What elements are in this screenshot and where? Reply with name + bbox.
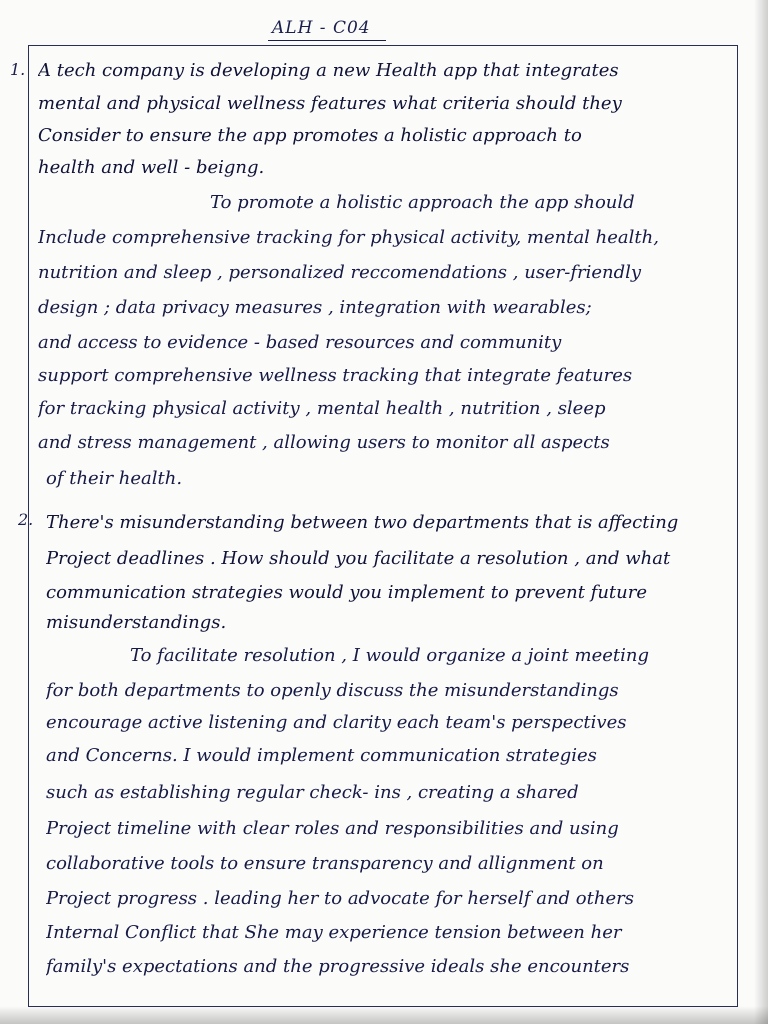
answer-2-line-2: for both departments to openly discuss the misunderstandings (46, 680, 619, 701)
answer-2-line-7: collaborative tools to ensure transparency and allignment on (46, 853, 604, 874)
question-1-number: 1. (10, 60, 26, 79)
answer-2-line-10: family's expectations and the progressive ideals she encounters (46, 956, 630, 977)
question-2-line-2: Project deadlines . How should you facilitate a resolution , and what (46, 548, 671, 569)
question-2-number: 2. (18, 510, 34, 529)
question-1-line-1: A tech company is developing a new Health app that integrates (38, 60, 619, 81)
answer-2-line-8: Project progress . leading her to advocate for herself and others (46, 888, 634, 909)
answer-1-line-2: Include comprehensive tracking for physical activity, mental health, (38, 227, 659, 248)
answer-2-line-5: such as establishing regular check- ins , creating a shared (46, 782, 579, 803)
answer-1-line-6: support comprehensive wellness tracking that integrate features (38, 365, 633, 386)
question-1-line-2: mental and physical wellness features what criteria should they (38, 93, 622, 114)
question-1-line-3: Consider to ensure the app promotes a holistic approach to (38, 125, 582, 146)
page-shadow-bottom (0, 1006, 768, 1024)
answer-2-line-6: Project timeline with clear roles and responsibilities and using (46, 818, 619, 839)
answer-2-line-1: To facilitate resolution , I would organize a joint meeting (130, 645, 649, 666)
question-2-line-3: communication strategies would you implement to prevent future (46, 582, 647, 603)
question-2-line-1: There's misunderstanding between two departments that is affecting (46, 512, 679, 533)
answer-2-line-9: Internal Conflict that She may experience tension between her (46, 922, 622, 943)
answer-1-line-4: design ; data privacy measures , integration with wearables; (38, 297, 592, 318)
question-2-line-4: misunderstandings. (46, 612, 227, 633)
answer-1-line-3: nutrition and sleep , personalized reccomendations , user-friendly (38, 262, 642, 283)
header-underline (268, 40, 386, 41)
answer-2-line-4: and Concerns. I would implement communication strategies (46, 745, 597, 766)
question-1-line-4: health and well - beigng. (38, 157, 265, 178)
answer-1-line-1: To promote a holistic approach the app should (210, 192, 635, 213)
answer-1-line-7: for tracking physical activity , mental health , nutrition , sleep (38, 398, 606, 419)
answer-1-line-9: of their health. (46, 468, 183, 489)
page-header: ALH - C04 (272, 18, 371, 38)
page-shadow-right (754, 0, 768, 1024)
answer-1-line-5: and access to evidence - based resources and community (38, 332, 562, 353)
answer-2-line-3: encourage active listening and clarity each team's perspectives (46, 712, 627, 733)
answer-1-line-8: and stress management , allowing users to monitor all aspects (38, 432, 610, 453)
